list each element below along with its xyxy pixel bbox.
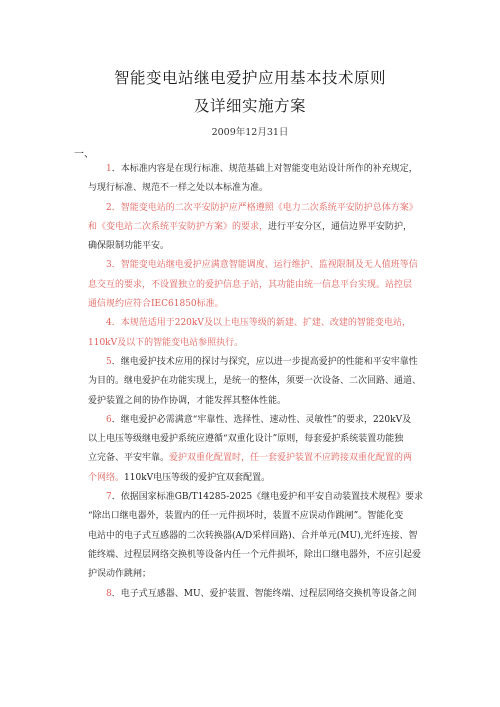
black-segment: 立完备、平安牢靠。 bbox=[88, 453, 170, 464]
black-segment: 110kV电压等级的爱护宜双套配置。 bbox=[124, 472, 271, 483]
paragraph-5-line-3: 爱护装置之间的协作协调，才能发挥其整体性能。 bbox=[88, 395, 287, 406]
paragraph-7-line-1 bbox=[88, 488, 432, 507]
paragraph-2-line-1: 2．智能变电站的二次平安防护应严格遵照《电力二次系统平安防护总体方案》 bbox=[106, 202, 418, 213]
document-title-line-1: 智能变电站继电爱护应用基本技术原则 bbox=[113, 69, 386, 87]
paragraph-3-line-2: 息交互的要求，不设置独立的爱护信息子站，其功能由统一信息平台实现。站控层 bbox=[88, 279, 413, 290]
item-number: 8 bbox=[106, 588, 112, 599]
paragraph-2-line-3: 确保限制功能平安。 bbox=[88, 241, 170, 252]
line-text: ．电子式互感器、MU、爱护装置、智能终端、过程层网络交换机等设备之间 bbox=[111, 588, 417, 599]
paragraph-4-line-1: 4．本规范适用于220kV及以上电压等级的新建、扩建、改建的智能变电站， bbox=[106, 318, 411, 329]
red-segment: 爱护双重化配置时，任一套爱护装置不应跨接双重化配置的两 bbox=[169, 453, 413, 464]
item-number: 1 bbox=[106, 164, 112, 174]
line-text: ．继电爱护必需满意“牢靠性、选择性、速动性、灵敏性”的要求，220kV及 bbox=[111, 414, 412, 425]
paragraph-7 bbox=[88, 488, 432, 584]
item-number: 7 bbox=[106, 492, 112, 503]
paragraph-1-line-2: 与现行标准、规范不一样之处以本标准为准。 bbox=[88, 183, 269, 194]
paragraph-6-line-4 bbox=[88, 469, 432, 488]
paragraph-5-line-2: 为目的。继电爱护在功能实现上，是统一的整体，须要一次设备、二次回路、通道、 bbox=[88, 376, 422, 387]
paragraph-3-line-1: 3．智能变电站继电爱护应满意智能调度、运行维护、监视限制及无人值班等信 bbox=[106, 260, 418, 271]
paragraph-4 bbox=[88, 314, 432, 353]
paragraph-8 bbox=[88, 585, 432, 604]
paragraph-8-line-1 bbox=[88, 585, 432, 604]
paragraph-2 bbox=[88, 199, 432, 257]
item-number: 5 bbox=[106, 356, 112, 367]
paragraph-3 bbox=[88, 256, 432, 314]
red-segment: 和《变电站二次系统平安防护方案》的要求， bbox=[88, 221, 269, 232]
section-marker: 一、 bbox=[74, 149, 94, 160]
line-text: ．继电爱护技术应用的探讨与探究，应以进一步提高爱护的性能和平安牢靠性 bbox=[111, 356, 418, 367]
item-number: 6 bbox=[106, 414, 112, 425]
paragraph-1 bbox=[88, 160, 432, 199]
paragraph-7-line-3: 电站中的电子式互感器的二次转换器(A/D采样回路)、合并单元(MU),光纤连接、智 bbox=[88, 530, 418, 541]
paragraph-2-line-2 bbox=[88, 218, 432, 237]
document-title-line-2: 及详细实施方案 bbox=[193, 97, 306, 115]
document-body bbox=[88, 160, 432, 604]
paragraph-6-line-3 bbox=[88, 449, 432, 468]
paragraph-6 bbox=[88, 411, 432, 488]
black-segment: 进行平安分区，通信边界平安防护， bbox=[268, 221, 413, 232]
paragraph-4-line-2: 110kV及以下的智能变电站参照执行。 bbox=[88, 337, 244, 348]
paragraph-1-line-1 bbox=[88, 160, 432, 179]
red-segment: 个网络。 bbox=[88, 472, 125, 483]
paragraph-5-line-1 bbox=[88, 353, 432, 372]
paragraph-7-line-2: “除出口继电器外，装置内的任一元件损坏时，装置不应误动作跳闸”。智能化变 bbox=[88, 511, 404, 522]
paragraph-6-line-2: 以上电压等级继电爱护系统应遵循“双重化设计”原则，每套爱护系统装置功能独 bbox=[88, 434, 404, 445]
paragraph-6-line-1 bbox=[88, 411, 432, 430]
line-text: ．本标准内容是在现行标准、规范基础上对智能变电站设计所作的补充规定， bbox=[111, 164, 418, 174]
paragraph-3-line-3: 通信规约应符合IEC61850标准。 bbox=[88, 299, 224, 310]
paragraph-5 bbox=[88, 353, 432, 411]
paragraph-7-line-4: 能终端、过程层网络交换机等设备内任一个元件损坏，除出口继电器外，不应引起爱 bbox=[88, 549, 422, 560]
line-text: ．依据国家标准GB/T14285-2025《继电爱护和平安自动装置技术规程》要求 bbox=[111, 492, 424, 503]
paragraph-7-line-5: 护误动作跳闸； bbox=[88, 569, 152, 580]
document-date: 2009年12月31日 bbox=[211, 127, 289, 138]
